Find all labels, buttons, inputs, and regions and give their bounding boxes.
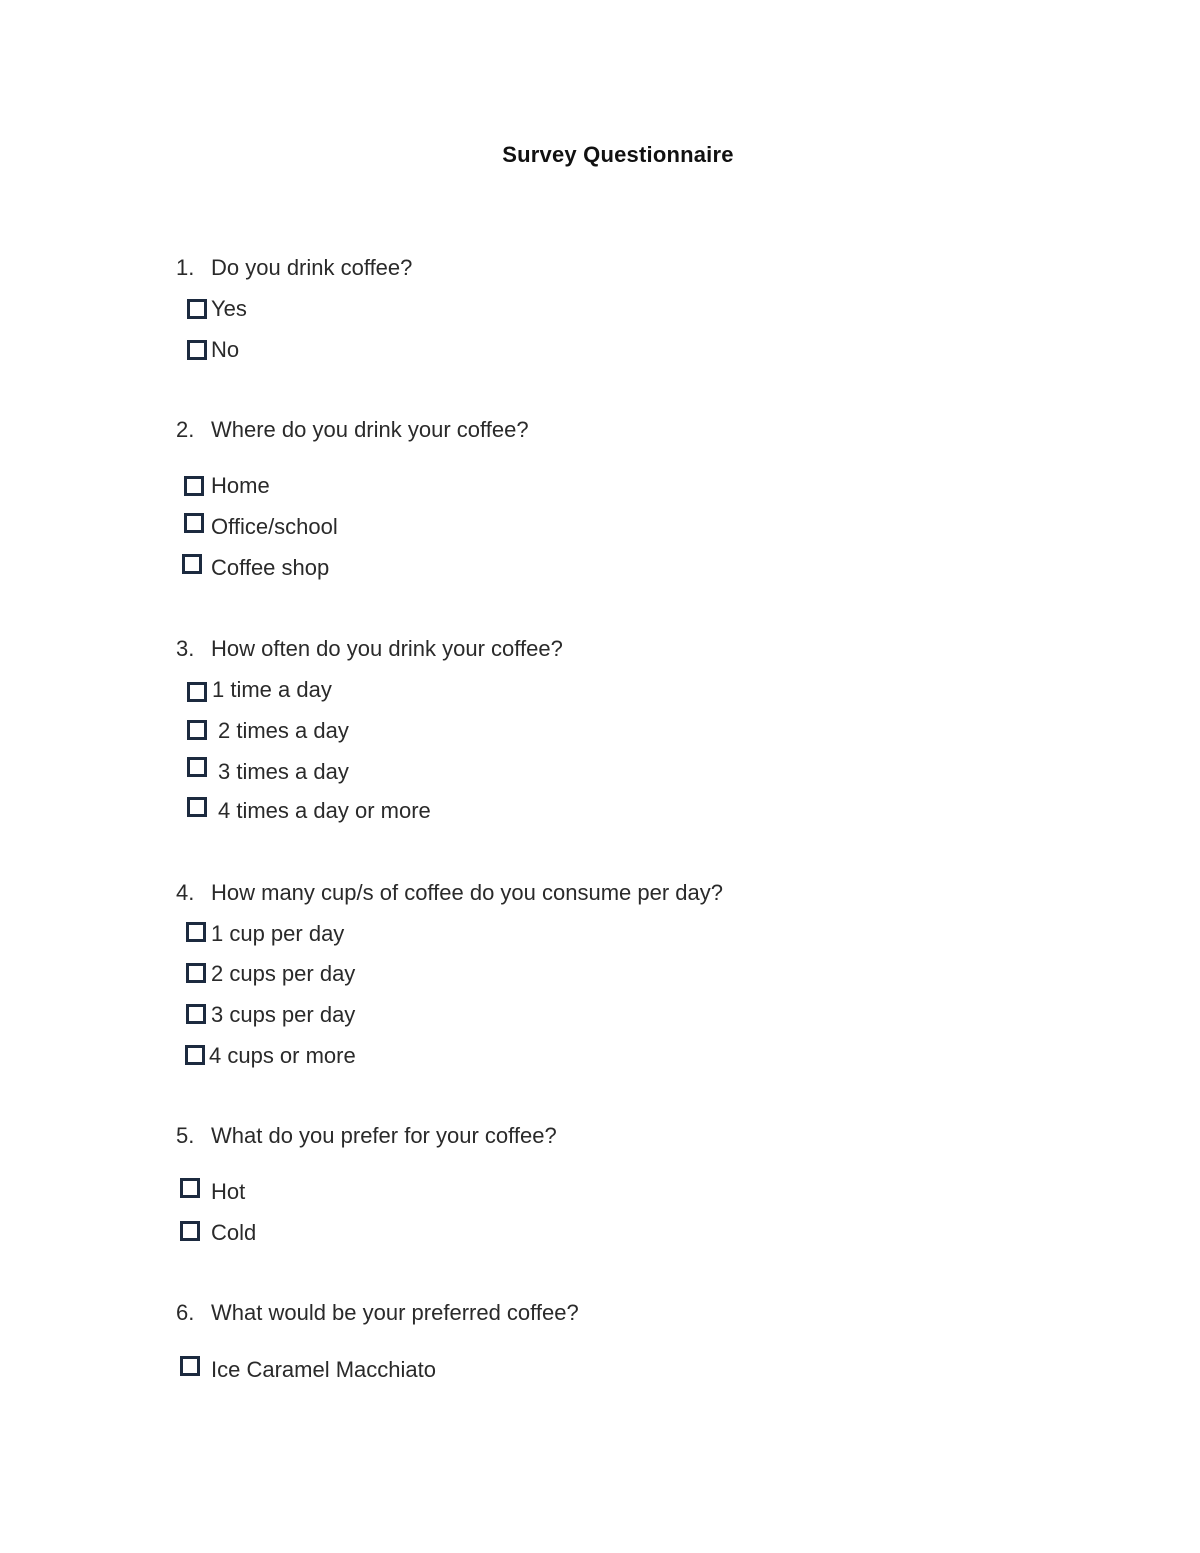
question-1 xyxy=(176,255,412,281)
option-label: Home xyxy=(211,473,270,498)
question-2 xyxy=(176,417,529,443)
question-number: 4. xyxy=(176,880,195,905)
question-number: 3. xyxy=(176,636,195,661)
checkbox[interactable] xyxy=(187,682,207,702)
option-label: Office/school xyxy=(211,514,338,539)
question-text: Where do you drink your coffee? xyxy=(211,417,529,442)
option-label: 3 cups per day xyxy=(211,1002,356,1027)
checkbox[interactable] xyxy=(184,476,204,496)
option-label: 1 cup per day xyxy=(211,921,345,946)
checkbox[interactable] xyxy=(180,1178,200,1198)
question-text: Do you drink coffee? xyxy=(211,255,413,280)
checkbox[interactable] xyxy=(186,963,206,983)
option-label: Ice Caramel Macchiato xyxy=(211,1357,436,1382)
checkbox[interactable] xyxy=(180,1221,200,1241)
question-text: How many cup/s of coffee do you consume per day? xyxy=(211,880,723,905)
question-3 xyxy=(176,636,563,662)
question-5 xyxy=(176,1123,557,1149)
option-label: 3 times a day xyxy=(218,759,349,784)
question-number: 1. xyxy=(176,255,195,280)
page-title: Survey Questionnaire xyxy=(502,142,734,167)
option-label: Yes xyxy=(211,296,247,321)
option-label: 2 cups per day xyxy=(211,961,356,986)
option-label: No xyxy=(211,337,240,362)
question-text: How often do you drink your coffee? xyxy=(211,636,563,661)
question-number: 6. xyxy=(176,1300,195,1325)
checkbox[interactable] xyxy=(187,757,207,777)
option-label: 1 time a day xyxy=(212,677,332,702)
question-text: What do you prefer for your coffee? xyxy=(211,1123,557,1148)
option-label: Coffee shop xyxy=(211,555,330,580)
question-6 xyxy=(176,1300,579,1326)
question-text: What would be your preferred coffee? xyxy=(211,1300,579,1325)
checkbox[interactable] xyxy=(184,513,204,533)
option-label: Cold xyxy=(211,1220,257,1245)
checkbox[interactable] xyxy=(186,922,206,942)
question-4 xyxy=(176,880,723,906)
checkbox[interactable] xyxy=(187,720,207,740)
option-label: Hot xyxy=(211,1179,246,1204)
question-number: 2. xyxy=(176,417,195,442)
option-label: 2 times a day xyxy=(218,718,349,743)
checkbox[interactable] xyxy=(182,554,202,574)
checkbox[interactable] xyxy=(185,1045,205,1065)
checkbox[interactable] xyxy=(187,340,207,360)
checkbox[interactable] xyxy=(187,797,207,817)
checkbox[interactable] xyxy=(180,1356,200,1376)
checkbox[interactable] xyxy=(187,299,207,319)
checkbox[interactable] xyxy=(186,1004,206,1024)
option-label: 4 cups or more xyxy=(209,1043,356,1068)
option-label: 4 times a day or more xyxy=(218,798,431,823)
question-number: 5. xyxy=(176,1123,195,1148)
